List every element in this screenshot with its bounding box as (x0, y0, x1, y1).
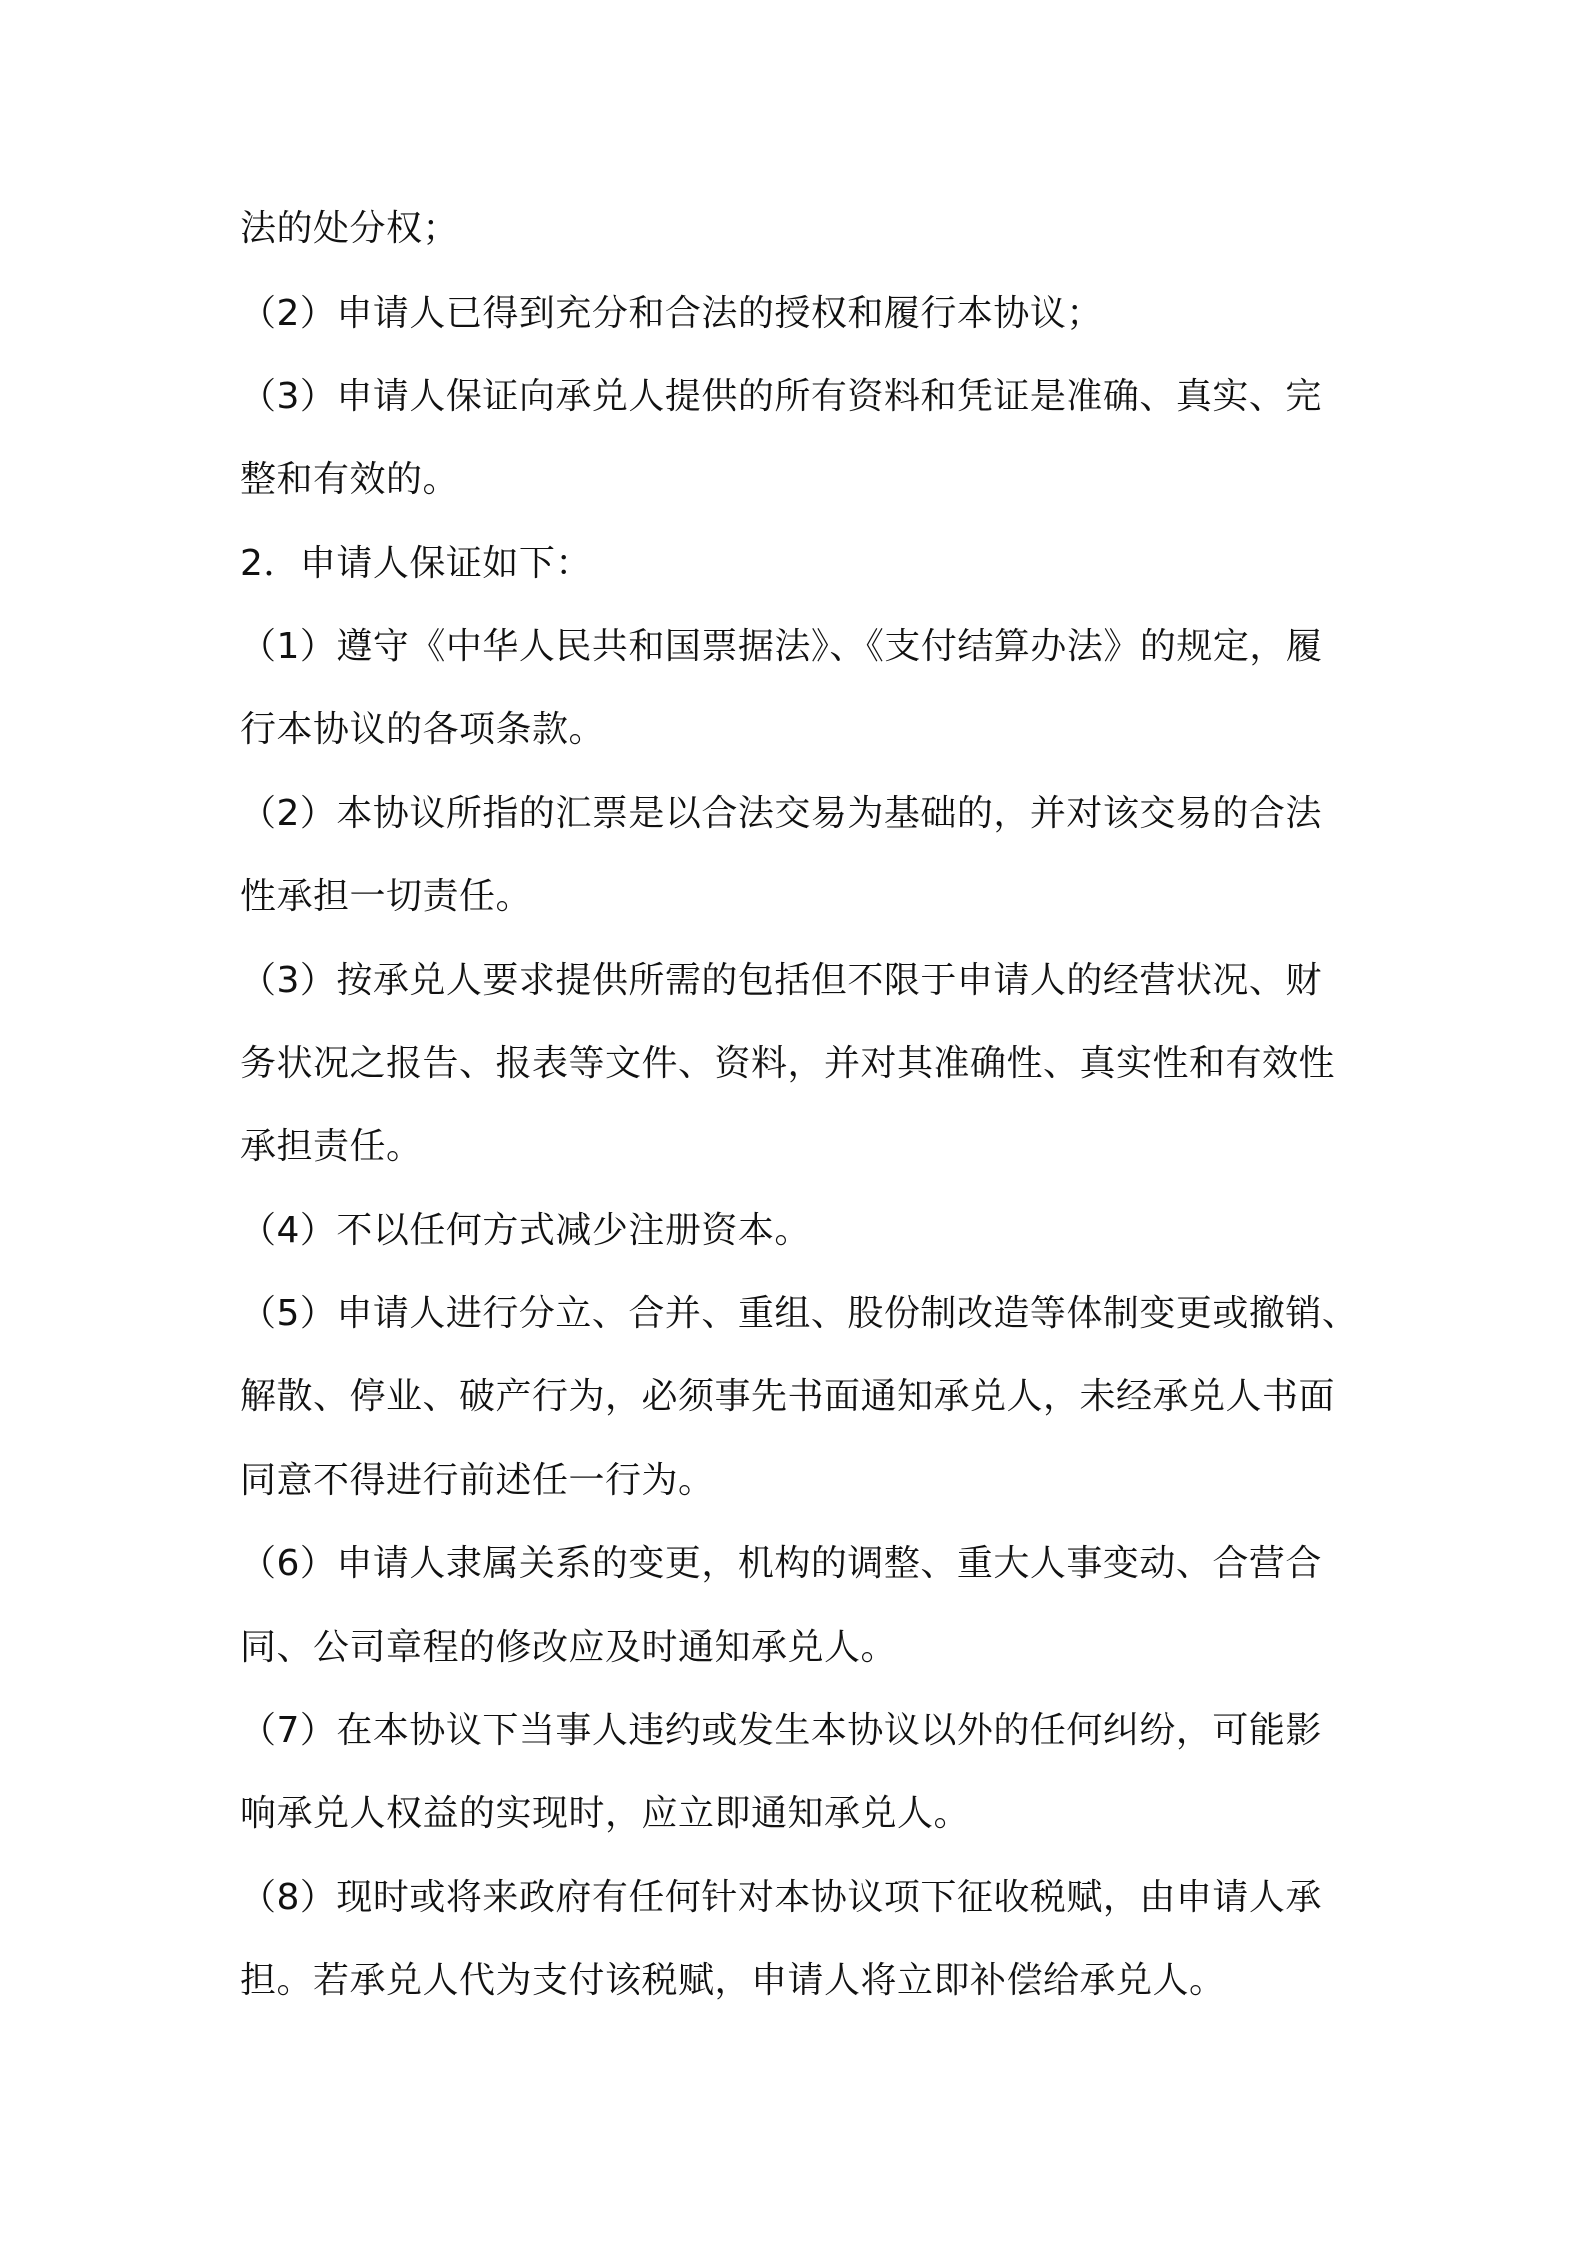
text-line: 解散、停业、破产行为，必须事先书面通知承兑人，未经承兑人书面 (240, 1376, 1336, 1417)
text-line: （1）遵守《中华人民共和国票据法》、《支付结算办法》的规定，履 (240, 626, 1323, 667)
text-line: 法的处分权； (240, 208, 460, 249)
text-line: （5）申请人进行分立、合并、重组、股份制改造等体制变更或撤销、 (240, 1293, 1359, 1334)
text-line: 担。若承兑人代为支付该税赋，申请人将立即补偿给承兑人。 (240, 1960, 1226, 2001)
text-line: （6）申请人隶属关系的变更，机构的调整、重大人事变动、合营合 (240, 1543, 1322, 1584)
text-line: （3）申请人保证向承兑人提供的所有资料和凭证是准确、真实、完 (240, 376, 1322, 417)
text-line: 行本协议的各项条款。 (240, 709, 606, 750)
text-line: （2）本协议所指的汇票是以合法交易为基础的，并对该交易的合法 (240, 793, 1322, 834)
text-line: （3）按承兑人要求提供所需的包括但不限于申请人的经营状况、财 (240, 960, 1322, 1001)
text-line: 务状况之报告、报表等文件、资料，并对其准确性、真实性和有效性 (240, 1043, 1336, 1084)
text-line: 整和有效的。 (240, 459, 460, 500)
text-line: （4）不以任何方式减少注册资本。 (240, 1210, 811, 1251)
text-line: （2）申请人已得到充分和合法的授权和履行本协议； (240, 293, 1103, 334)
text-line: 同、公司章程的修改应及时通知承兑人。 (240, 1627, 898, 1668)
text-line: 同意不得进行前述任一行为。 (240, 1460, 715, 1501)
text-line: （8）现时或将来政府有任何针对本协议项下征收税赋，由申请人承 (240, 1877, 1322, 1918)
text-line: （7）在本协议下当事人违约或发生本协议以外的任何纠纷，可能影 (240, 1710, 1322, 1751)
text-line: 响承兑人权益的实现时，应立即通知承兑人。 (240, 1793, 971, 1834)
text-line: 承担责任。 (240, 1126, 423, 1167)
text-line: 性承担一切责任。 (240, 876, 533, 917)
text-line: 2．申请人保证如下： (240, 543, 592, 584)
